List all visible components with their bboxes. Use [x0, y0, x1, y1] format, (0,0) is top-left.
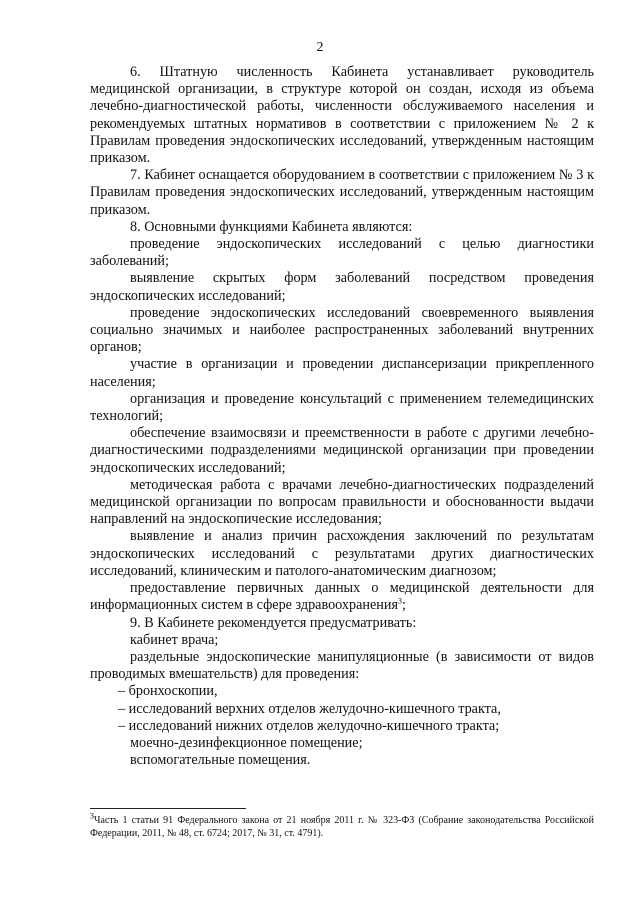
function-item: методическая работа с врачами лечебно-диагностических подразделений медицинской организации по вопросам правильности и обоснованности выдачи направлений на эндоскопические исследования; — [90, 476, 594, 528]
room-subitem: – исследований нижних отделов желудочно-кишечного тракта; — [118, 717, 500, 734]
room-item: раздельные эндоскопические манипуляционные (в зависимости от видов проводимых вмешательств) для проведения: — [90, 648, 594, 683]
footnote-divider — [90, 808, 246, 809]
paragraph-6: 6. Штатную численность Кабинета устанавливает руководитель медицинской организации, в структуре которой он создан, исходя из объема лечебно-диагностической работы, численности обслуживаемого населения и рекомендуемых штатных нормативов в соответствии с приложением № 2 к Правилам проведения эндоскопических исследований, утвержденным настоящим приказом. — [90, 64, 594, 167]
room-item: моечно-дезинфекционное помещение; — [130, 734, 363, 751]
function-item: проведение эндоскопических исследований с целью диагностики заболеваний; — [90, 236, 594, 270]
function-item: проведение эндоскопических исследований своевременного выявления социально значимых и наиболее распространенных заболеваний внутренних органов; — [90, 304, 594, 356]
room-subitem: – исследований верхних отделов желудочно-кишечного тракта, — [118, 700, 501, 717]
page-number: 2 — [316, 40, 324, 55]
function-item: организация и проведение консультаций с применением телемедицинских технологий; — [90, 390, 594, 425]
room-item: кабинет врача; — [130, 631, 219, 648]
room-item: вспомогательные помещения. — [130, 752, 311, 769]
footnote-text: Часть 1 статьи 91 Федерального закона от 21 ноября 2011 г. № 323-ФЗ (Собрание законодательства Российской Федерации, 2011, № 48, ст. 6724; 2017, № 31, ст. 4791). — [90, 815, 594, 839]
room-subitem: – бронхоскопии, — [118, 683, 218, 700]
function-item: обеспечение взаимосвязи и преемственности в работе с другими лечебно-диагностическими подразделениями медицинской организации при проведении эндоскопических исследований; — [90, 425, 594, 476]
function-item: выявление скрытых форм заболеваний посредством проведения эндоскопических исследований; — [90, 270, 594, 304]
function-item: участие в организации и проведении диспансеризации прикрепленного населения; — [90, 356, 594, 390]
document-body — [90, 64, 594, 769]
function-item: предоставление первичных данных о медицинской деятельности для информационных систем в сфере здравоохранения$^3$; — [90, 580, 594, 614]
paragraph-8: 8. Основными функциями Кабинета являются: — [130, 218, 413, 235]
footnote-mark: 3 — [90, 811, 94, 821]
footnote — [90, 811, 594, 840]
function-item: выявление и анализ причин расхождения заключений по результатам эндоскопических исследований с результатами других диагностических исследований, клиническим и патолого-анатомическим диагнозом; — [90, 528, 594, 579]
footnote-reference: 3 — [398, 596, 402, 606]
paragraph-7: 7. Кабинет оснащается оборудованием в соответствии с приложением № 3 к Правилам проведения эндоскопических исследований, утвержденным настоящим приказом. — [90, 167, 594, 218]
function-item-text: предоставление первичных данных о медицинской деятельности для информационных систем в сфере здравоохранения — [90, 580, 594, 614]
paragraph-9: 9. В Кабинете рекомендуется предусматривать: — [130, 614, 417, 631]
